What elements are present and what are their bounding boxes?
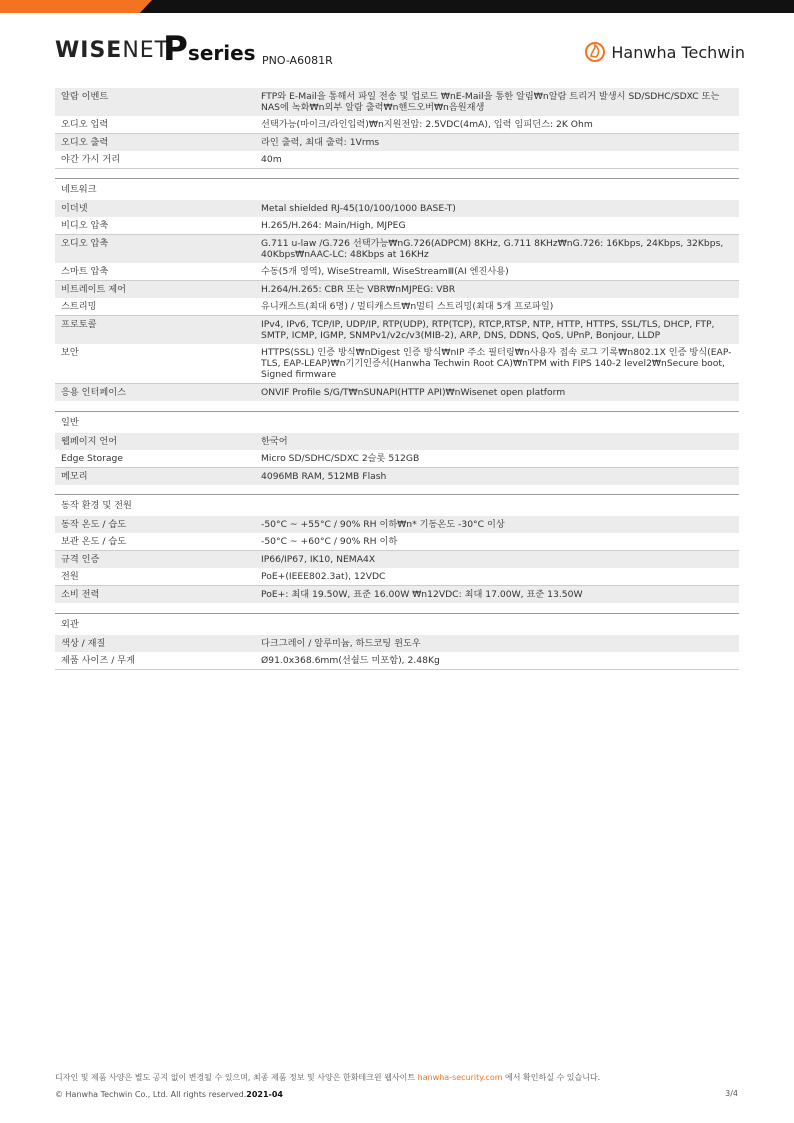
spec-row [55,217,739,235]
spec-label: 소비 전력 [55,586,255,604]
spec-label: 오디오 입력 [55,116,255,134]
spec-label: 제품 사이즈 / 무게 [55,652,255,670]
spec-label: 메모리 [55,467,255,485]
spec-label: 색상 / 재질 [55,635,255,652]
spec-value: PoE+(IEEE802.3at), 12VDC [255,568,739,586]
top-bar-accent [0,0,152,13]
spec-label: 스마트 압축 [55,263,255,281]
spec-row [55,384,739,402]
spec-row [55,316,739,345]
spec-row [55,281,739,299]
spec-label: 오디오 압축 [55,235,255,264]
section-heading [55,495,739,517]
spec-value: HTTPS(SSL) 인증 방식₩nDigest 인증 방식₩nIP 주소 필터링₩n사용자 접속 로그 기록₩n802.1X 인증 방식(EAP-TLS, EAP-LEAP)₩n기기인증서(Hanwha Techwin Root CA)₩nTPM with FIPS 140-2 level2₩nSecure boot, Signed firmware [255,344,739,384]
section-title: 외관 [55,613,739,635]
spec-row [55,134,739,152]
spec-row [55,516,739,533]
spec-row [55,551,739,569]
spec-label: 스트리밍 [55,298,255,316]
spec-value: PoE+: 최대 19.50W, 표준 16.00W ₩n12VDC: 최대 17.00W, 표준 13.50W [255,586,739,604]
section-heading [55,613,739,635]
spec-value: 수동(5개 영역), WiseStreamⅡ, WiseStreamⅢ(AI 엔진사용) [255,263,739,281]
spec-row [55,586,739,604]
section-spacer [55,169,739,179]
spec-label: Edge Storage [55,450,255,468]
section-title: 네트워크 [55,179,739,201]
spec-value: Ø91.0x368.6mm(선쉴드 미포함), 2.48Kg [255,652,739,670]
page-header [55,29,745,72]
spec-label: 보관 온도 / 습도 [55,533,255,551]
spec-label: 응용 인터페이스 [55,384,255,402]
spec-label: 전원 [55,568,255,586]
spec-value: IPv4, IPv6, TCP/IP, UDP/IP, RTP(UDP), RTP(TCP), RTCP,RTSP, NTP, HTTP, HTTPS, SSL/TLS, DHCP, FTP, SMTP, ICMP, IGMP, SNMPv1/v2c/v3(MIB-2), ARP, DNS, DDNS, QoS, UPnP, Bonjour, LLDP [255,316,739,345]
spec-value: 선택가능(마이크/라인입력)₩n지원전압: 2.5VDC(4mA), 입력 임피던스: 2K Ohm [255,116,739,134]
disclaimer: 디자인 및 제품 사양은 별도 공지 없이 변경될 수 있으며, 최종 제품 정보 및 사양은 한화테크윈 웹사이트 hanwha-security.com 에서 확인하실 수 있습니다. [55,1073,601,1082]
spec-label: 규격 인증 [55,551,255,569]
spec-label: 야간 가시 거리 [55,151,255,169]
spec-value: G.711 u-law /G.726 선택가능₩nG.726(ADPCM) 8KHz, G.711 8KHz₩nG.726: 16Kbps, 24Kbps, 32Kbps, 40Kbps₩nAAC-LC: 48Kbps at 16KHz [255,235,739,264]
spec-row [55,116,739,134]
spec-value: 4096MB RAM, 512MB Flash [255,467,739,485]
spec-value: FTP와 E-Mail을 통해서 파일 전송 및 업로드 ₩nE-Mail을 통한 알림₩n알람 트리거 발생시 SD/SDHC/SDXC 또는 NAS에 녹화₩n외부 알람 출력₩n핸드오버₩n음원재생 [255,88,739,116]
spec-value: 다크그레이 / 알루미늄, 하드코팅 윈도우 [255,635,739,652]
page-number: 3/4 [725,1089,738,1098]
spec-label: 웹페이지 언어 [55,433,255,450]
spec-label: 보안 [55,344,255,384]
hanwha-logo: Hanwha Techwin [583,38,745,66]
spec-row [55,467,739,485]
spec-row [55,433,739,450]
spec-row [55,235,739,264]
hanwha-flame-icon [583,40,607,64]
spec-value: 유니캐스트(최대 6명) / 멀티캐스트₩n멀티 스트리밍(최대 5개 프로파일) [255,298,739,316]
spec-row [55,200,739,217]
spec-label: 오디오 출력 [55,134,255,152]
spec-table [55,88,739,670]
section-title: 일반 [55,411,739,433]
section-spacer [55,485,739,495]
copyright: © Hanwha Techwin Co., Ltd. All rights reserved.2021-04 [55,1090,283,1099]
spec-value: Micro SD/SDHC/SDXC 2슬롯 512GB [255,450,739,468]
spec-value: 라인 출력, 최대 출력: 1Vrms [255,134,739,152]
spec-row [55,533,739,551]
spec-row [55,344,739,384]
spec-label: 비트레이트 제어 [55,281,255,299]
section-title: 동작 환경 및 전원 [55,495,739,517]
section-spacer [55,401,739,411]
spec-label: 비디오 압축 [55,217,255,235]
spec-value: Metal shielded RJ-45(10/100/1000 BASE-T) [255,200,739,217]
spec-row [55,450,739,468]
spec-row [55,88,739,116]
spec-value: -50°C ~ +55°C / 90% RH 이하₩n* 기동온도 -30°C 이상 [255,516,739,533]
spec-row [55,635,739,652]
top-bar [0,0,794,13]
model-number: PNO-A6081R [262,54,333,67]
spec-row [55,652,739,670]
spec-value: H.264/H.265: CBR 또는 VBR₩nMJPEG: VBR [255,281,739,299]
spec-label: 알람 이벤트 [55,88,255,116]
spec-row [55,263,739,281]
spec-value: 40m [255,151,739,169]
section-heading [55,411,739,433]
spec-label: 이더넷 [55,200,255,217]
spec-label: 동작 온도 / 습도 [55,516,255,533]
spec-value: ONVIF Profile S/G/T₩nSUNAPI(HTTP API)₩nWisenet open platform [255,384,739,402]
spec-row [55,151,739,169]
section-spacer [55,603,739,613]
section-heading [55,179,739,201]
series-logo: Pseries [163,29,256,69]
spec-label: 프로토콜 [55,316,255,345]
spec-value: 한국어 [255,433,739,450]
wisenet-logo: WISENET [55,38,170,63]
website-link[interactable]: hanwha-security.com [417,1073,503,1082]
spec-row [55,298,739,316]
spec-row [55,568,739,586]
spec-value: -50°C ~ +60°C / 90% RH 이하 [255,533,739,551]
spec-value: IP66/IP67, IK10, NEMA4X [255,551,739,569]
spec-value: H.265/H.264: Main/High, MJPEG [255,217,739,235]
